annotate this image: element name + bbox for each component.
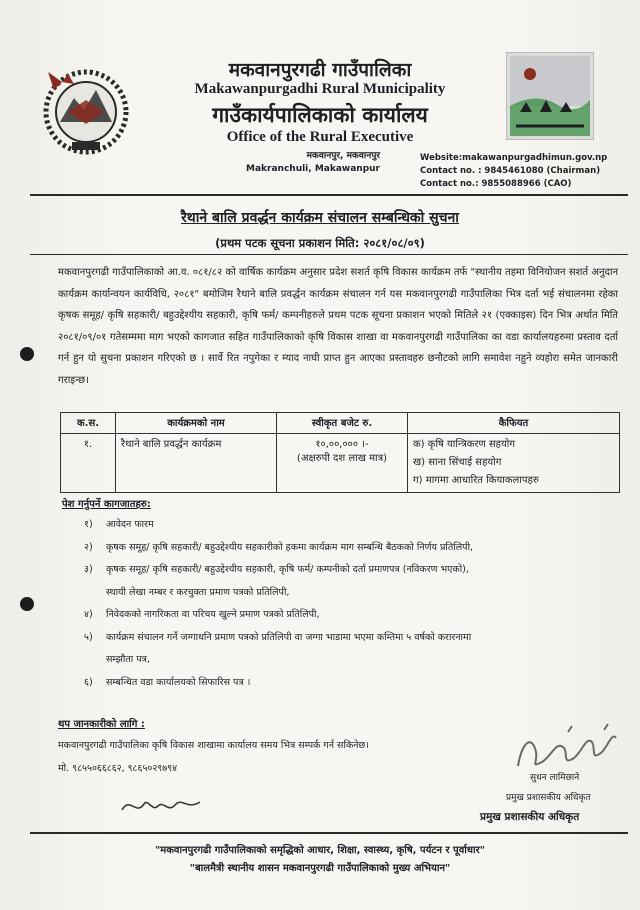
item-text: कृषक समूह/ कृषि सहकारी/ बहुउद्देश्यीय सहकारी, कृषि फर्म/ कम्पनीको दर्ता प्रमाणपत्र (नविकरण भएको), — [106, 564, 469, 575]
item-text: स्थायी लेखा नम्बर र करचुक्ता प्रमाण पत्रको प्रतिलिपी, — [106, 586, 290, 598]
contact-chairman: Contact no. : 9845461080 (Chairman) — [420, 166, 601, 176]
item-number — [84, 582, 106, 605]
item-number: ३) — [84, 564, 93, 575]
item-text: कार्यक्रम संचालन गर्ने जग्गाधनि प्रमाण पत्रको प्रतिलिपी वा जग्गा भाडामा भएमा कम्तिमा ५ वर्षको करारनामा — [106, 631, 472, 643]
col-header-program: कार्यक्रमको नाम — [116, 413, 277, 434]
budget-words: (अक्षरुपी दश लाख मात्र) — [296, 453, 388, 464]
list-item — [84, 514, 614, 537]
remark-item: ख) साना सिंचाई सहयोग — [413, 457, 502, 468]
list-item — [84, 672, 614, 695]
office-name-np: गाउँकार्यपालिकाको कार्यालय — [212, 102, 428, 127]
footer-divider — [30, 832, 628, 834]
documents-list — [84, 514, 614, 694]
remark-item: क) कृषि यान्त्रिकरण सहयोग — [413, 439, 516, 450]
signatory-title: प्रमुख प्रशासकीय अधिकृत — [506, 793, 591, 803]
punch-hole-top — [20, 347, 34, 361]
item-number: ४) — [84, 609, 93, 620]
item-number: २) — [84, 541, 93, 553]
list-item — [84, 559, 614, 582]
item-number: ६) — [84, 676, 93, 688]
cell-budget — [277, 434, 408, 493]
list-item — [84, 627, 614, 650]
budget-amount: १०,००,००० ।- — [315, 439, 369, 450]
item-text: कृषक समूह/ कृषि सहकारी/ बहुउद्देश्यीय सहकारीको हकमा कार्यक्रम माग सम्बन्धि बैठकको निर्णय प्रतिलिपी, — [106, 541, 474, 553]
col-header-sn: क.स. — [61, 413, 116, 434]
notice-title: रैथाने बालि प्रवर्द्धन कार्यक्रम संचालन सम्बन्धिको सुचना — [181, 210, 459, 226]
more-info-heading: थप जानकारीको लागि : — [58, 719, 145, 730]
title-divider — [30, 254, 628, 255]
col-header-budget: स्वीकृत बजेट रु. — [277, 413, 408, 434]
item-number: १) — [84, 519, 93, 530]
item-text: आवेदन फारम — [106, 519, 154, 530]
item-text: सम्बन्धित वडा कार्यालयको सिफारिस पत्र । — [106, 676, 251, 688]
remark-item: ग) मागमा आधारित कियाकलापहरु — [413, 475, 539, 486]
signatory-name: सुधन लामिछाने — [530, 773, 580, 783]
table-row — [61, 434, 620, 493]
municipality-name-en: Makawanpurgadhi Rural Municipality — [194, 81, 446, 97]
office-name-en: Office of the Rural Executive — [226, 129, 414, 145]
header-divider — [30, 194, 628, 196]
list-item — [84, 604, 614, 627]
col-header-remarks: कैफियत — [408, 413, 620, 434]
item-text: सम्झौता पत्र, — [106, 654, 150, 665]
cell-sn: १. — [61, 434, 116, 493]
footer-slogan: "मकवानपुरगढी गाउँपालिकाको समृद्धिको आधार, शिक्षा, स्वास्थ्य, कृषि, पर्यटन र पूर्वाधार" — [155, 845, 485, 856]
government-emblem-icon — [38, 62, 134, 158]
item-text: निवेदकको नागरिकता वा परिचय खुल्ने प्रमाण पत्रको प्रतिलिपी, — [106, 609, 320, 620]
municipality-name-np: मकवानपुरगढी गाउँपालिका — [228, 59, 412, 81]
list-item — [84, 649, 614, 672]
website-text: Website:makawanpurgadhimun.gov.np — [420, 153, 608, 163]
footer-campaign: "बालमैत्री स्थानीय शासन मकवानपुरगढी गाउँपालिकाको मुख्य अभियान" — [189, 863, 451, 874]
list-item — [84, 582, 614, 605]
secondary-signature — [118, 790, 204, 820]
signatory-stamp-title: प्रमुख प्रशासकीय अधिकृत — [480, 811, 580, 823]
more-info-phones: मो. ९८५५०६६८६२, ९८६५०२९७९४ — [58, 763, 178, 774]
contact-cao: Contact no.: 9855088966 (CAO) — [420, 179, 572, 189]
notice-body: मकवानपुरगढी गाउँपालिकाको आ.व. ०८१/८२ को वार्षिक कार्यक्रम अनुसार प्रदेश सशर्त कृषि विकास कार्यक्रम तर्फ "स्थानीय तहमा विनियोजन सशर्त अनुदान कार्यक्रम कार्यान्वयन कार्यविधि, २०८१" बमोजिम रैथाने बालि प्रवर्द्धन कार्यक्रम संचालन गर्न यस मकवानपुरगढी गाउँपालिका भित्र दर्ता भई संचालनमा रहेका कृषक समूह/ कृषि सहकारी/ बहुउद्देश्यीय सहकारी, कृषि फर्म/ कम्पनीहरुले प्रथम पटक सूचना प्रकाशन भएको मितिले २१ (एक्काइस) दिन भित्र अर्थात मिति २०८१/०९/०१ गतेसम्ममा माग भएको कागजात सहित गाउँपालिकाको कृषि विकास शाखा वा मकवानपुरगढी गाउँपालिका का वडा कार्यालयहरुमा प्रस्ताव दर्ता गर्न हुन यो सुचना प्रकाशन गरिएको छ । सार्वे रित नपुगेका र म्याद नाघी प्राप्त हुन आएका प्रस्तावहरु छनौटको लागि समावेश नहुने व्यहोरा समेत जानकारी गराइन्छ। — [58, 267, 618, 386]
item-number: ५) — [84, 631, 93, 643]
cell-remarks — [408, 434, 620, 493]
item-number — [84, 649, 106, 672]
cell-program-name: रैथाने बालि प्रवर्द्धन कार्यक्रम — [116, 434, 277, 493]
notice-date: (प्रथम पटक सूचना प्रकाशन मिति: २०८१/०८/०९) — [215, 236, 425, 250]
address-np: मकवानपुर, मकवानपुर — [306, 151, 380, 161]
documents-heading: पेश गर्नुपर्ने कागजातहरु: — [62, 499, 151, 510]
list-item — [84, 537, 614, 560]
budget-table — [60, 412, 620, 493]
municipality-logo-icon — [506, 52, 594, 140]
address-en: Makranchuli, Makawanpur — [246, 164, 380, 174]
more-info-text: मकवानपुरगढी गाउँपालिका कृषि विकास शाखामा कार्यालय समय भित्र सम्पर्क गर्न सकिनेछ। — [58, 740, 369, 751]
punch-hole-bottom — [20, 597, 34, 611]
